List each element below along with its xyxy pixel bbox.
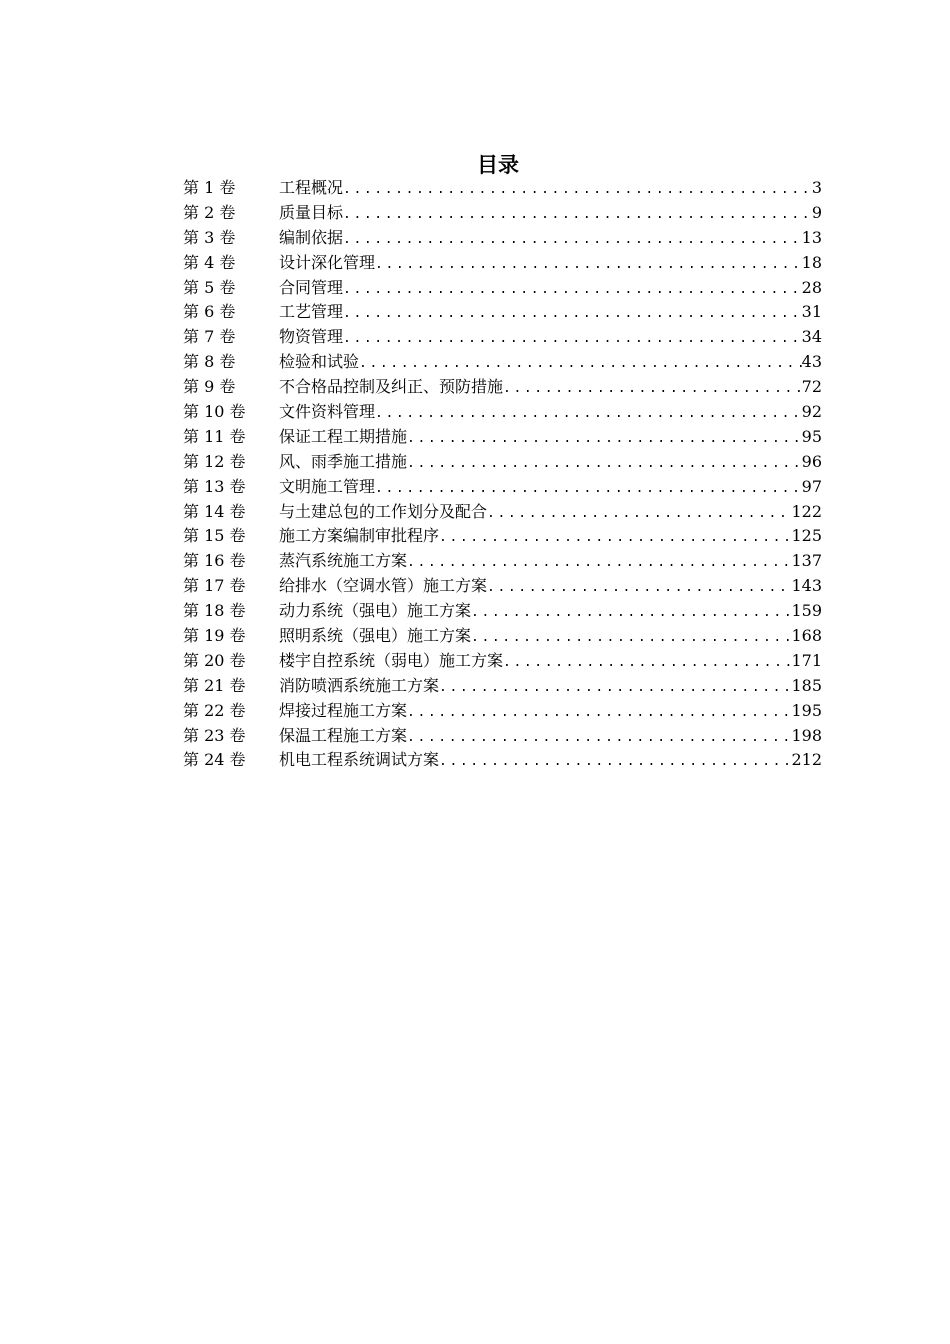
toc-entry-title: 与土建总包的工作划分及配合 [279, 501, 488, 521]
toc-entry-title: 给排水（空调水管）施工方案 [279, 576, 488, 596]
toc-volume-label: 第 9 卷 [183, 377, 236, 397]
toc-dot-leader [407, 551, 791, 576]
toc-volume-label: 第 11 卷 [183, 426, 246, 446]
toc-entry[interactable] [183, 599, 822, 624]
toc-entry[interactable] [183, 325, 822, 350]
toc-volume-label: 第 22 卷 [183, 700, 246, 720]
toc-dot-leader [343, 178, 812, 203]
toc-dot-leader [343, 302, 802, 327]
toc-page-number: 212 [791, 750, 822, 770]
toc-volume-label: 第 13 卷 [183, 476, 246, 496]
toc-entry[interactable] [183, 475, 822, 500]
toc-entry-title: 质量目标 [279, 202, 344, 222]
toc-entry[interactable] [183, 524, 822, 549]
toc-dot-leader [503, 651, 791, 676]
toc-entry[interactable] [183, 549, 822, 574]
toc-page-number: 31 [801, 302, 822, 322]
toc-volume-label: 第 17 卷 [183, 576, 246, 596]
toc-volume-label: 第 23 卷 [183, 725, 246, 745]
toc-entry-title: 动力系统（强电）施工方案 [279, 601, 472, 621]
toc-page-number: 143 [791, 576, 822, 596]
toc-dot-leader [471, 626, 791, 651]
toc-dot-leader [439, 750, 791, 775]
toc-entry-title: 保温工程施工方案 [279, 725, 408, 745]
toc-entry-title: 焊接过程施工方案 [279, 700, 408, 720]
toc-page-number: 168 [791, 626, 822, 646]
toc-volume-label: 第 6 卷 [183, 302, 236, 322]
toc-entry[interactable] [183, 400, 822, 425]
toc-entry[interactable] [183, 276, 822, 301]
toc-volume-label: 第 18 卷 [183, 601, 246, 621]
toc-dot-leader [439, 526, 791, 551]
toc-page-number: 171 [791, 650, 822, 670]
toc-volume-label: 第 7 卷 [183, 327, 236, 347]
toc-entry[interactable] [183, 500, 822, 525]
toc-entry-title: 楼宇自控系统（弱电）施工方案 [279, 650, 504, 670]
toc-entry[interactable] [183, 748, 822, 773]
toc-entry[interactable] [183, 425, 822, 450]
toc-page-number: 198 [791, 725, 822, 745]
toc-entry[interactable] [183, 674, 822, 699]
toc-page-number: 185 [791, 675, 822, 695]
toc-page-number: 159 [791, 601, 822, 621]
toc-dot-leader [407, 452, 802, 477]
toc-volume-label: 第 1 卷 [183, 178, 236, 197]
toc-volume-label: 第 8 卷 [183, 352, 236, 372]
toc-dot-leader [471, 601, 791, 626]
toc-entry[interactable] [183, 226, 822, 251]
toc-volume-label: 第 19 卷 [183, 626, 246, 646]
toc-entry[interactable] [183, 375, 822, 400]
toc-entry-title: 消防喷洒系统施工方案 [279, 675, 440, 695]
toc-entry[interactable] [183, 724, 822, 749]
toc-page-number: 28 [801, 277, 822, 297]
toc-volume-label: 第 15 卷 [183, 526, 246, 546]
toc-entry-title: 设计深化管理 [279, 252, 376, 272]
toc-dot-leader [375, 477, 802, 502]
toc-volume-label: 第 4 卷 [183, 252, 236, 272]
toc-entry-title: 机电工程系统调试方案 [279, 750, 440, 770]
toc-entry[interactable] [183, 624, 822, 649]
toc-volume-label: 第 14 卷 [183, 501, 246, 521]
toc-page-number: 137 [791, 551, 822, 571]
toc-entry-title: 风、雨季施工措施 [279, 451, 408, 471]
table-of-contents [183, 176, 822, 773]
toc-entry[interactable] [183, 350, 822, 375]
toc-dot-leader [407, 427, 802, 452]
toc-entry-title: 保证工程工期措施 [279, 426, 408, 446]
toc-dot-leader [359, 352, 802, 377]
toc-volume-label: 第 5 卷 [183, 277, 236, 297]
toc-page-number: 9 [811, 202, 822, 222]
toc-page-number: 3 [811, 178, 822, 197]
toc-volume-label: 第 20 卷 [183, 650, 246, 670]
toc-volume-label: 第 16 卷 [183, 551, 246, 571]
toc-dot-leader [343, 278, 802, 303]
toc-entry-title: 不合格品控制及纠正、预防措施 [279, 377, 504, 397]
toc-entry[interactable] [183, 251, 822, 276]
toc-dot-leader [487, 576, 791, 601]
toc-page-number: 195 [791, 700, 822, 720]
toc-page-number: 13 [801, 227, 822, 247]
toc-dot-leader [503, 377, 802, 402]
toc-entry[interactable] [183, 699, 822, 724]
toc-entry-title: 物资管理 [279, 327, 344, 347]
toc-entry[interactable] [183, 300, 822, 325]
toc-volume-label: 第 2 卷 [183, 202, 236, 222]
toc-dot-leader [439, 676, 791, 701]
toc-volume-label: 第 24 卷 [183, 750, 246, 770]
toc-dot-leader [343, 228, 802, 253]
toc-entry-title: 照明系统（强电）施工方案 [279, 626, 472, 646]
toc-page-number: 96 [801, 451, 822, 471]
toc-page-number: 97 [801, 476, 822, 496]
toc-volume-label: 第 21 卷 [183, 675, 246, 695]
toc-entry-title: 蒸汽系统施工方案 [279, 551, 408, 571]
toc-volume-label: 第 12 卷 [183, 451, 246, 471]
toc-entry-title: 施工方案编制审批程序 [279, 526, 440, 546]
toc-dot-leader [375, 253, 802, 278]
toc-page-number: 125 [791, 526, 822, 546]
toc-dot-leader [343, 327, 802, 352]
toc-dot-leader [487, 502, 791, 527]
toc-entry-title: 工艺管理 [279, 302, 344, 322]
toc-page-number: 72 [801, 377, 822, 397]
toc-page-number: 34 [801, 327, 822, 347]
toc-volume-label: 第 10 卷 [183, 402, 246, 422]
toc-page-number: 43 [801, 352, 822, 372]
toc-dot-leader [407, 726, 791, 751]
toc-page-number: 122 [791, 501, 822, 521]
toc-dot-leader [343, 203, 812, 228]
toc-entry[interactable] [183, 574, 822, 599]
toc-volume-label: 第 3 卷 [183, 227, 236, 247]
toc-entry-title: 文件资料管理 [279, 402, 376, 422]
toc-page-number: 18 [801, 252, 822, 272]
toc-entry[interactable] [183, 176, 822, 201]
toc-entry-title: 文明施工管理 [279, 476, 376, 496]
toc-dot-leader [407, 701, 791, 726]
toc-entry[interactable] [183, 649, 822, 674]
page-title: 目录 [477, 153, 519, 178]
toc-entry-title: 编制依据 [279, 227, 344, 247]
toc-entry-title: 合同管理 [279, 277, 344, 297]
toc-dot-leader [375, 402, 802, 427]
toc-entry[interactable] [183, 450, 822, 475]
toc-entry-title: 检验和试验 [279, 352, 360, 372]
toc-page-number: 95 [801, 426, 822, 446]
toc-page-number: 92 [801, 402, 822, 422]
toc-entry-title: 工程概况 [279, 178, 344, 197]
toc-entry[interactable] [183, 201, 822, 226]
